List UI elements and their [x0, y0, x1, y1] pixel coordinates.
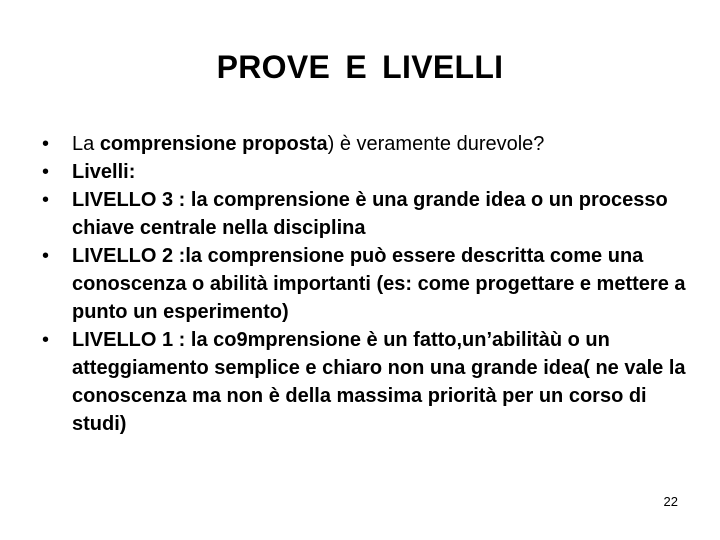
bullet-item — [40, 158, 690, 186]
page-number: 22 — [663, 494, 678, 509]
bullet-text-segment-bold: LIVELLO 1 : la co9mprensione è un fatto,un’abilitàù o un atteggiamento semplice e chiaro non una grande idea( ne vale la conoscenza ma non è della massima priorità per un corso di studi) — [72, 329, 686, 435]
bullet-item — [40, 186, 690, 242]
bullet-list — [40, 130, 690, 438]
bullet-text-segment-bold: LIVELLO 2 :la comprensione può essere descritta come una conoscenza o abilità importanti (es: come progettare e mettere a punto un esperimento) — [72, 245, 686, 323]
bullet-text-segment: La — [72, 133, 100, 155]
bullet-dot: • — [42, 161, 50, 183]
bullet-dot: • — [42, 133, 50, 155]
bullet-dot: • — [42, 189, 50, 211]
bullet-item — [40, 242, 690, 326]
bullet-text-segment: ) è veramente durevole? — [327, 133, 545, 155]
bullet-text-segment-bold: Livelli: — [72, 161, 136, 183]
bullet-item — [40, 130, 690, 158]
bullet-text-segment-bold: LIVELLO 3 : la comprensione è una grande idea o un processo chiave centrale nella disciplina — [72, 189, 668, 239]
slide-title: PROVE E LIVELLI — [216, 49, 504, 85]
bullet-item — [40, 326, 690, 438]
bullet-text-segment-bold: comprensione proposta — [99, 133, 328, 155]
bullet-dot: • — [42, 329, 50, 351]
bullet-dot: • — [42, 245, 50, 267]
